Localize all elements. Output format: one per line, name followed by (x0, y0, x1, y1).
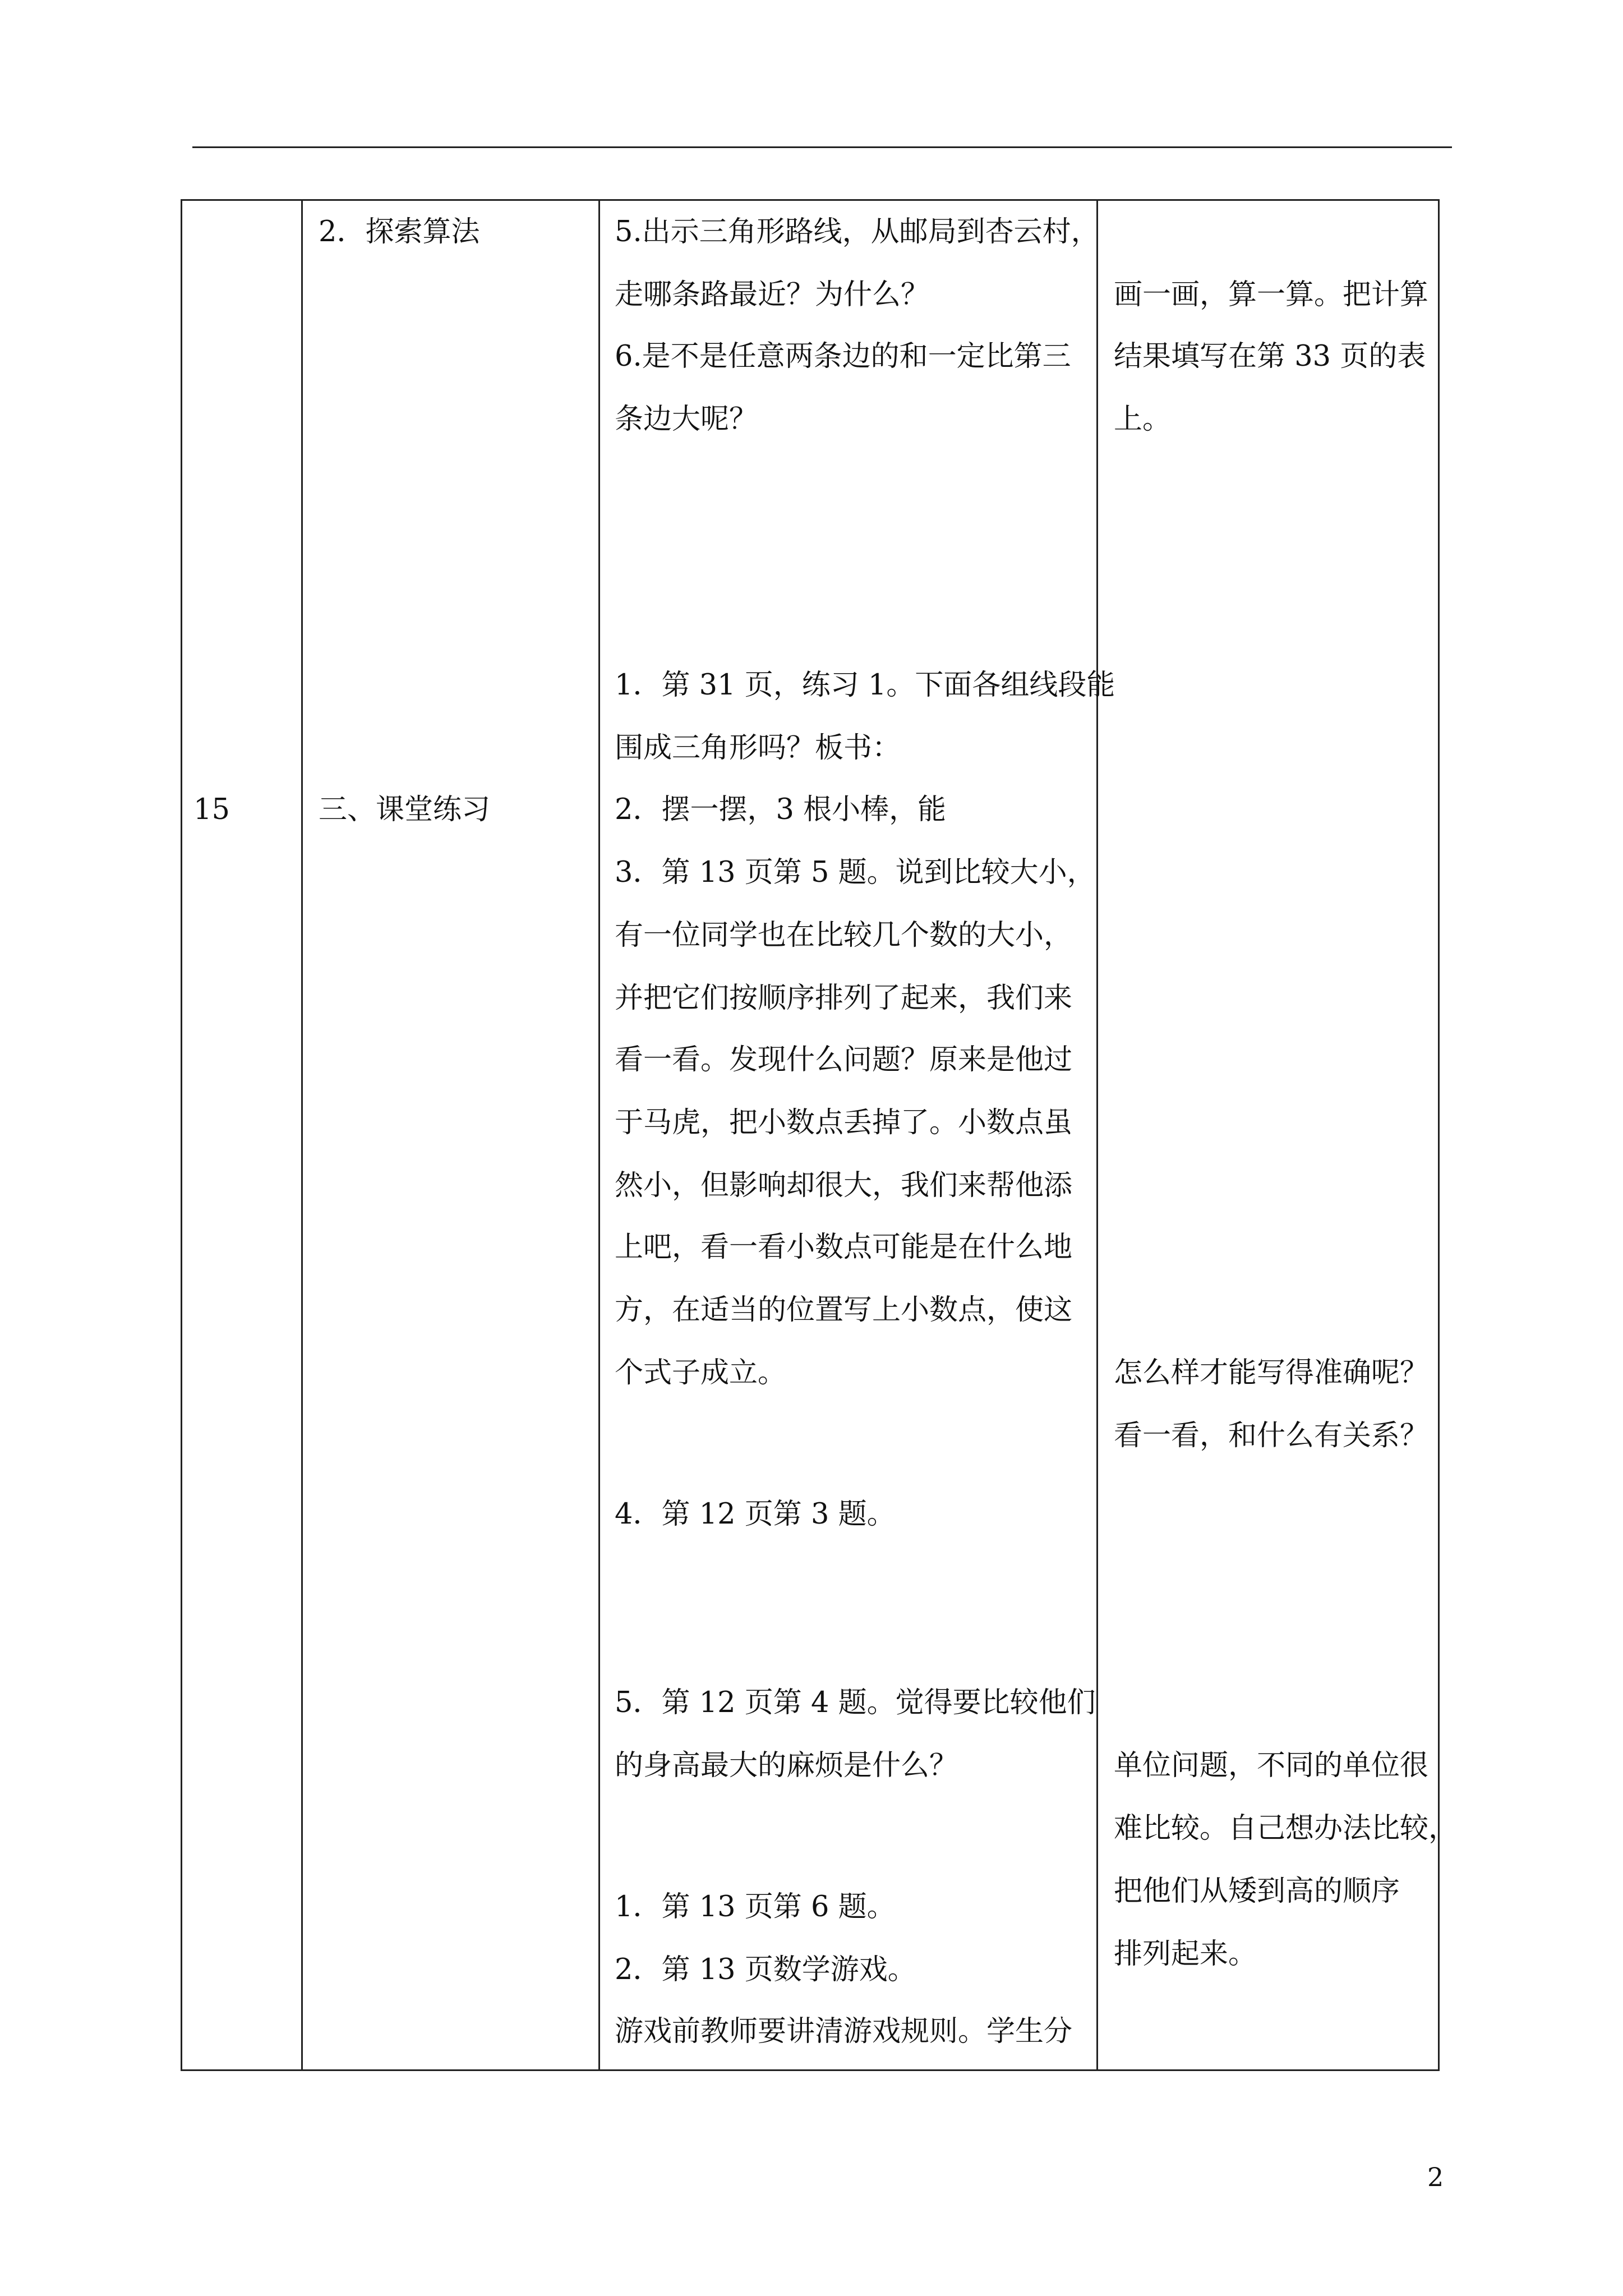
step-practice: 三、课堂练习 (319, 793, 491, 826)
activity-line: 上吧，看一看小数点可能是在什么地 (615, 1231, 1073, 1264)
activity-line: 游戏前教师要讲清游戏规则。学生分 (615, 2015, 1073, 2048)
activity-line: 方，在适当的位置写上小数点，使这 (615, 1294, 1073, 1327)
header-rule (192, 146, 1452, 148)
activity-line: 1．第 13 页第 6 题。 (615, 1890, 896, 1924)
activity-line: 看一看。发现什么问题？原来是他过 (615, 1043, 1073, 1076)
note-line: 难比较。自己想办法比较， (1114, 1812, 1458, 1845)
step-explore: 2．探索算法 (319, 215, 480, 249)
activity-line: 2．摆一摆，3 根小棒，能 (615, 793, 947, 826)
activity-line: 2．第 13 页数学游戏。 (615, 1953, 916, 1986)
note-line: 把他们从矮到高的顺序 (1114, 1875, 1400, 1908)
activity-line: 1．第 31 页，练习 1。下面各组线段能 (615, 669, 1115, 702)
note-line: 上。 (1114, 403, 1172, 436)
activity-line: 6.是不是任意两条边的和一定比第三 (615, 340, 1071, 373)
note-line: 画一画，算一算。把计算 (1114, 278, 1429, 311)
activity-line: 并把它们按顺序排列了起来，我们来 (615, 982, 1073, 1015)
activity-line: 走哪条路最近？为什么？ (615, 278, 930, 311)
note-line: 单位问题，不同的单位很 (1114, 1749, 1429, 1782)
activity-line: 个式子成立。 (615, 1356, 787, 1389)
period-cell: 15 (193, 793, 230, 826)
activity-line: 5.出示三角形路线，从邮局到杏云村， (615, 215, 1100, 249)
activity-line: 有一位同学也在比较几个数的大小， (615, 919, 1073, 952)
note-line: 排列起来。 (1114, 1938, 1257, 1971)
activity-line: 然小，但影响却很大，我们来帮他添 (615, 1169, 1073, 1202)
activity-line: 围成三角形吗？板书： (615, 731, 901, 765)
column-divider (1096, 199, 1098, 2071)
activity-line: 的身高最大的麻烦是什么？ (615, 1749, 958, 1782)
note-line: 结果填写在第 33 页的表 (1114, 340, 1426, 373)
activity-line: 3．第 13 页第 5 题。说到比较大小， (615, 856, 1096, 889)
activity-line: 于马虎，把小数点丢掉了。小数点虽 (615, 1106, 1073, 1139)
column-divider (598, 199, 600, 2071)
page-number: 2 (1427, 2162, 1444, 2192)
activity-line: 4．第 12 页第 3 题。 (615, 1498, 896, 1531)
note-line: 怎么样才能写得准确呢？ (1114, 1356, 1429, 1389)
activity-line: 5．第 12 页第 4 题。觉得要比较他们 (615, 1686, 1096, 1719)
note-line: 看一看，和什么有关系？ (1114, 1419, 1429, 1452)
column-divider (301, 199, 303, 2071)
activity-line: 条边大呢？ (615, 403, 758, 436)
